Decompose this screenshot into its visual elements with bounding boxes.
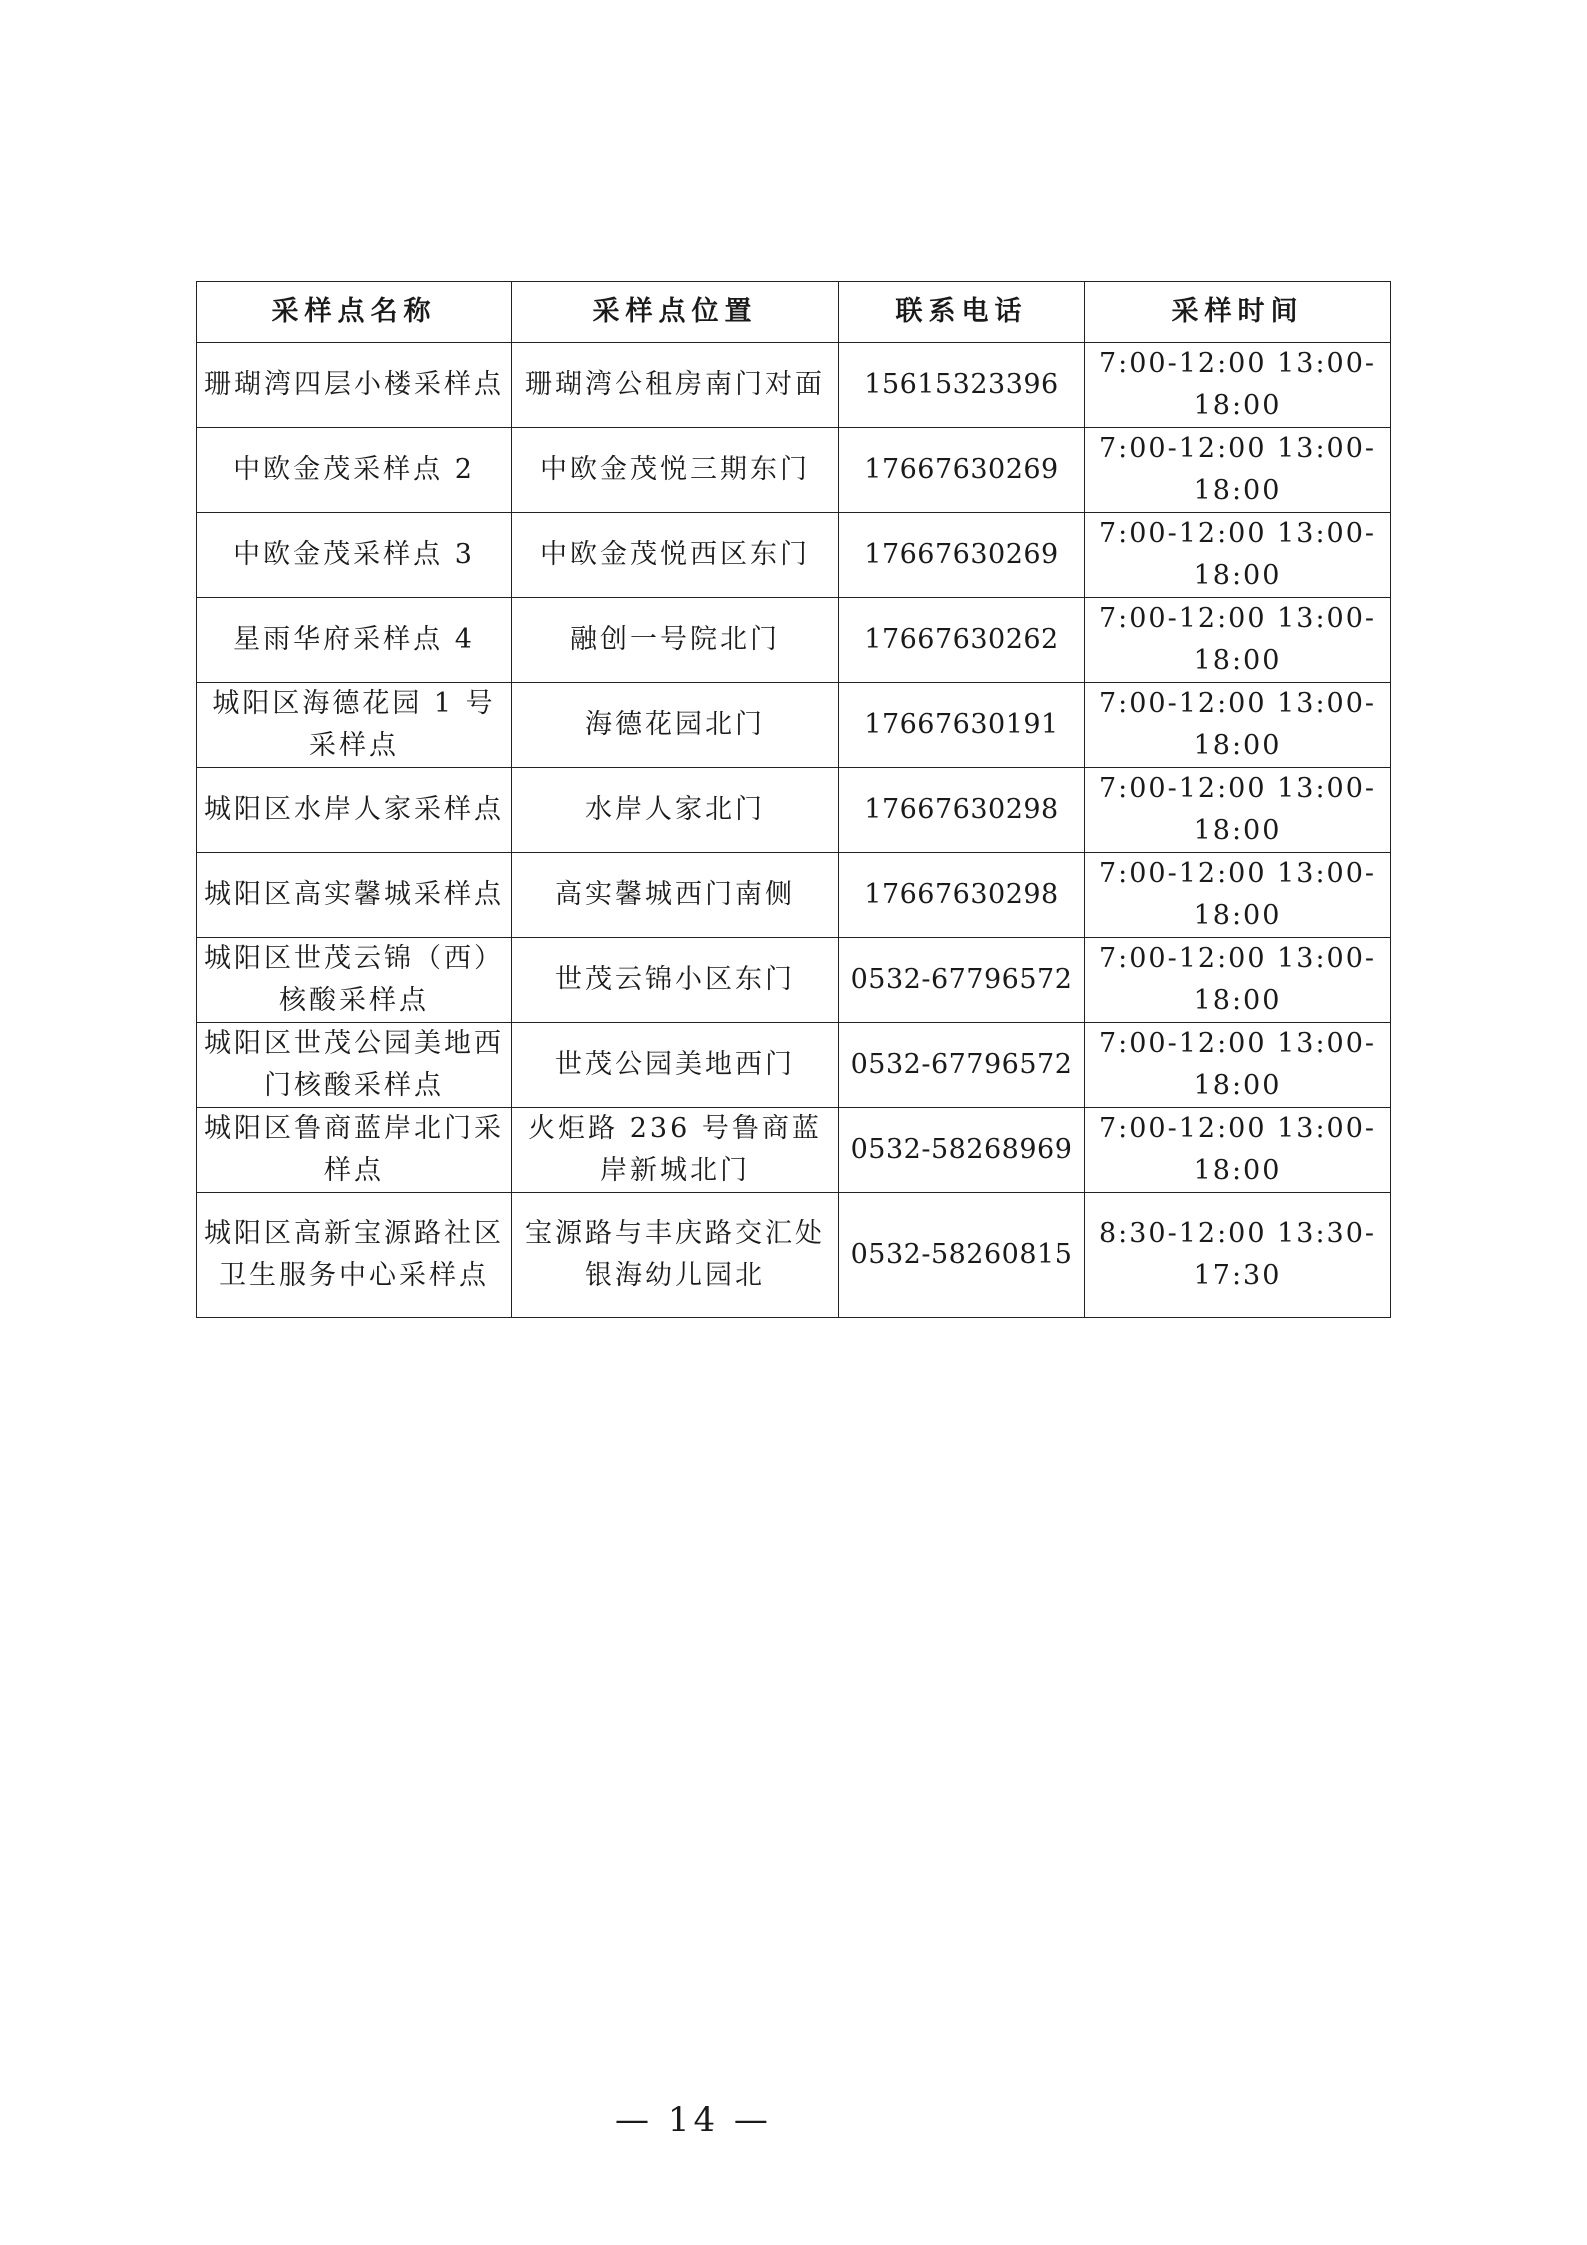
cell-phone: 0532-67796572 bbox=[839, 938, 1085, 1023]
cell-phone: 17667630262 bbox=[839, 598, 1085, 683]
cell-time: 7:00-12:00 13:00-18:00 bbox=[1085, 938, 1391, 1023]
cell-phone: 17667630269 bbox=[839, 513, 1085, 598]
cell-time: 7:00-12:00 13:00-18:00 bbox=[1085, 343, 1391, 428]
cell-time: 7:00-12:00 13:00-18:00 bbox=[1085, 853, 1391, 938]
cell-location: 融创一号院北门 bbox=[512, 598, 839, 683]
cell-location: 世茂公园美地西门 bbox=[512, 1023, 839, 1108]
cell-name: 城阳区高实馨城采样点 bbox=[197, 853, 512, 938]
cell-time: 7:00-12:00 13:00-18:00 bbox=[1085, 683, 1391, 768]
cell-phone: 0532-67796572 bbox=[839, 1023, 1085, 1108]
header-name: 采样点名称 bbox=[197, 282, 512, 343]
table-row bbox=[197, 343, 1391, 428]
cell-location: 中欧金茂悦西区东门 bbox=[512, 513, 839, 598]
cell-phone: 17667630269 bbox=[839, 428, 1085, 513]
header-phone: 联系电话 bbox=[839, 282, 1085, 343]
cell-location: 水岸人家北门 bbox=[512, 768, 839, 853]
table-row bbox=[197, 1023, 1391, 1108]
cell-name: 中欧金茂采样点 2 bbox=[197, 428, 512, 513]
cell-phone: 0532-58260815 bbox=[839, 1193, 1085, 1318]
sampling-points-table bbox=[196, 281, 1391, 1318]
cell-location: 宝源路与丰庆路交汇处银海幼儿园北 bbox=[512, 1193, 839, 1318]
table-row bbox=[197, 768, 1391, 853]
cell-time: 7:00-12:00 13:00-18:00 bbox=[1085, 513, 1391, 598]
cell-time: 8:30-12:00 13:30-17:30 bbox=[1085, 1193, 1391, 1318]
cell-name: 城阳区高新宝源路社区卫生服务中心采样点 bbox=[197, 1193, 512, 1318]
header-time: 采样时间 bbox=[1085, 282, 1391, 343]
page-number: — 14 — bbox=[615, 2100, 772, 2140]
header-row bbox=[197, 282, 1391, 343]
cell-location: 世茂云锦小区东门 bbox=[512, 938, 839, 1023]
cell-time: 7:00-12:00 13:00-18:00 bbox=[1085, 1108, 1391, 1193]
cell-location: 海德花园北门 bbox=[512, 683, 839, 768]
table-row bbox=[197, 513, 1391, 598]
cell-name: 珊瑚湾四层小楼采样点 bbox=[197, 343, 512, 428]
table-row bbox=[197, 853, 1391, 938]
cell-time: 7:00-12:00 13:00-18:00 bbox=[1085, 1023, 1391, 1108]
cell-name: 城阳区世茂云锦（西）核酸采样点 bbox=[197, 938, 512, 1023]
cell-time: 7:00-12:00 13:00-18:00 bbox=[1085, 768, 1391, 853]
cell-name: 城阳区鲁商蓝岸北门采样点 bbox=[197, 1108, 512, 1193]
cell-location: 高实馨城西门南侧 bbox=[512, 853, 839, 938]
table-row bbox=[197, 428, 1391, 513]
cell-name: 城阳区水岸人家采样点 bbox=[197, 768, 512, 853]
table-body bbox=[197, 343, 1391, 1318]
cell-phone: 17667630298 bbox=[839, 768, 1085, 853]
cell-name: 星雨华府采样点 4 bbox=[197, 598, 512, 683]
cell-time: 7:00-12:00 13:00-18:00 bbox=[1085, 428, 1391, 513]
table-row bbox=[197, 1193, 1391, 1318]
cell-name: 城阳区海德花园 1 号采样点 bbox=[197, 683, 512, 768]
cell-location: 中欧金茂悦三期东门 bbox=[512, 428, 839, 513]
table-header bbox=[197, 282, 1391, 343]
cell-location: 火炬路 236 号鲁商蓝岸新城北门 bbox=[512, 1108, 839, 1193]
cell-time: 7:00-12:00 13:00-18:00 bbox=[1085, 598, 1391, 683]
cell-location: 珊瑚湾公租房南门对面 bbox=[512, 343, 839, 428]
cell-phone: 15615323396 bbox=[839, 343, 1085, 428]
cell-name: 城阳区世茂公园美地西门核酸采样点 bbox=[197, 1023, 512, 1108]
cell-phone: 17667630298 bbox=[839, 853, 1085, 938]
table-row bbox=[197, 1108, 1391, 1193]
table-row bbox=[197, 938, 1391, 1023]
cell-phone: 0532-58268969 bbox=[839, 1108, 1085, 1193]
header-location: 采样点位置 bbox=[512, 282, 839, 343]
table-row bbox=[197, 598, 1391, 683]
cell-phone: 17667630191 bbox=[839, 683, 1085, 768]
cell-name: 中欧金茂采样点 3 bbox=[197, 513, 512, 598]
table-row bbox=[197, 683, 1391, 768]
